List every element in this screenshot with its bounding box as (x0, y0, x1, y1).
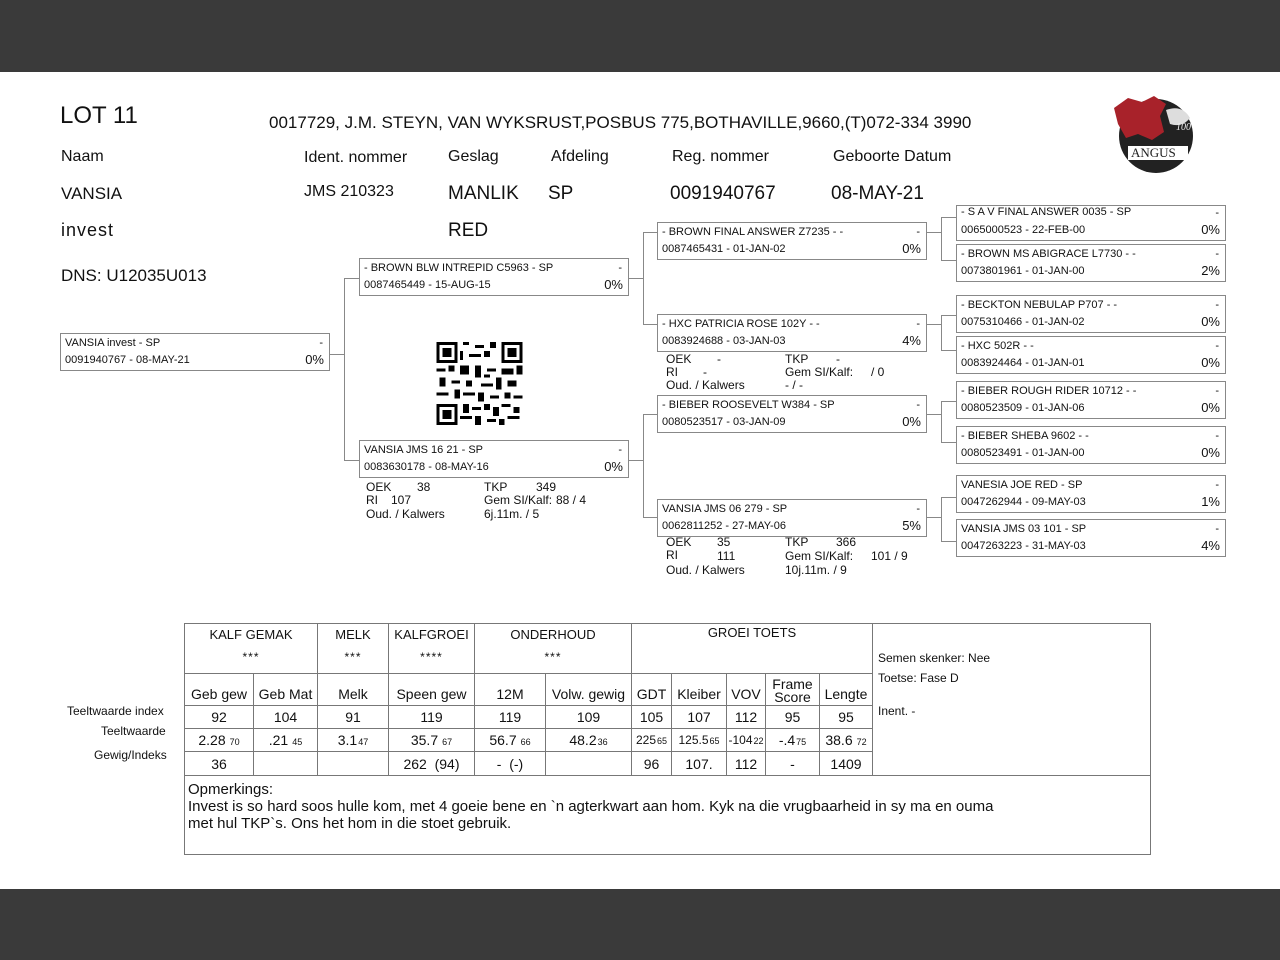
col-melk: Melk (318, 674, 389, 706)
pedigree-dash: - (916, 318, 920, 330)
animal-name: VANSIA (61, 184, 123, 203)
pedigree-name: - S A V FINAL ANSWER 0035 - SP (961, 206, 1132, 218)
birth-date: 08-MAY-21 (831, 183, 924, 204)
pedigree-dash: - (1215, 248, 1219, 260)
pedigree-reg: 0091940767 - 08-MAY-21 (65, 354, 190, 366)
pedigree-name: VANESIA JOE RED - SP (961, 479, 1083, 491)
pedigree-dash: - (916, 503, 920, 515)
pedigree-name: - BIEBER ROUGH RIDER 10712 - - (961, 385, 1137, 397)
pedigree-dash: - (1215, 340, 1219, 352)
row-gewig: 36 262 (94) - (-) 96 107. 112 - 1409 (185, 752, 1151, 776)
pedigree-pct: 0% (1201, 355, 1220, 370)
remarks (185, 776, 1151, 855)
pedigree-ggp-6 (956, 426, 1226, 464)
pedigree-dash: - (916, 399, 920, 411)
lot-number: LOT 11 (60, 102, 138, 129)
logo-badge: 100 (1176, 122, 1191, 133)
pedigree-reg: 0062811252 - 27-MAY-06 (662, 520, 786, 532)
col-speen-gew: Speen gew (389, 674, 475, 706)
pedigree-reg: 0073801961 - 01-JAN-00 (961, 265, 1085, 277)
pedigree-pct: 0% (305, 352, 324, 367)
pedigree-pct: 0% (1201, 314, 1220, 329)
col-frame-score: Frame Score (766, 674, 820, 706)
pedigree-dam-sire (657, 395, 927, 433)
breeder-info: 0017729, J.M. STEYN, VAN WYKSRUST,POSBUS 775,BOTHAVILLE,9660,(T)072-334 3990 (269, 113, 972, 132)
pedigree-ggp-8 (956, 519, 1226, 557)
pedigree-pct: 0% (902, 414, 921, 429)
pedigree-name: - BROWN FINAL ANSWER Z7235 - - (662, 226, 844, 238)
pedigree-reg: 0065000523 - 22-FEB-00 (961, 224, 1086, 236)
pedigree-dash: - (319, 337, 323, 349)
pedigree-dash: - (618, 262, 622, 274)
pedigree-dash: - (1215, 299, 1219, 311)
pedigree-reg: 0083630178 - 08-MAY-16 (364, 461, 489, 473)
pedigree-reg: 0087465431 - 01-JAN-02 (662, 243, 786, 255)
pedigree-reg: 0080523509 - 01-JAN-06 (961, 402, 1085, 414)
pedigree-name: - HXC PATRICIA ROSE 102Y - - (662, 318, 820, 330)
label-ident: Ident. nommer (304, 149, 408, 166)
pedigree-name: - BROWN BLW INTREPID C5963 - SP (364, 262, 554, 274)
pedigree-reg: 0047263223 - 31-MAY-03 (961, 540, 1086, 552)
pedigree-name: - BECKTON NEBULAP P707 - - (961, 299, 1118, 311)
col-12m: 12M (475, 674, 546, 706)
pedigree-sire-sire (657, 222, 927, 260)
label-afdeling: Afdeling (551, 148, 609, 165)
pedigree-name: - BIEBER SHEBA 9602 - - (961, 430, 1089, 442)
group-kalf-gemak: KALF GEMAK *** (185, 624, 318, 674)
col-volw-gewig: Volw. gewig (546, 674, 632, 706)
pedigree-ggp-1 (956, 205, 1226, 241)
pedigree-dash: - (1215, 479, 1219, 491)
pedigree-pct: 0% (1201, 445, 1220, 460)
pedigree-reg: 0075310466 - 01-JAN-02 (961, 316, 1085, 328)
pedigree-name: - BROWN MS ABIGRACE L7730 - - (961, 248, 1136, 260)
label-naam: Naam (61, 148, 104, 165)
row-teeltwaarde: 2.28 70 .21 45 3.147 35.7 67 56.7 66 48.236 22565 125.565 -10422 -.475 38.6 72 (185, 729, 1151, 752)
pedigree-ggp-2 (956, 244, 1226, 282)
pedigree-ggp-4 (956, 336, 1226, 374)
pedigree-ggp-5 (956, 381, 1226, 419)
remarks-line-1: Invest is so hard soos hulle kom, met 4 goeie bene en `n agterkwart aan hom. Kyk na die vrugbaarheid in sy ma en ouma (188, 798, 994, 815)
pedigree-reg: 0087465449 - 15-AUG-15 (364, 279, 491, 291)
angus-logo (1112, 94, 1196, 174)
pedigree-reg: 0083924464 - 01-JAN-01 (961, 357, 1085, 369)
pedigree-reg: 0047262944 - 09-MAY-03 (961, 496, 1086, 508)
pedigree-reg: 0080523491 - 01-JAN-00 (961, 447, 1085, 459)
pedigree-ggp-7 (956, 475, 1226, 513)
label-geslag: Geslag (448, 148, 499, 165)
col-gdt: GDT (632, 674, 672, 706)
pedigree-pct: 0% (604, 459, 623, 474)
remarks-title: Opmerkings: (188, 781, 274, 798)
pedigree-pct: 0% (1201, 222, 1220, 237)
col-lengte: Lengte (820, 674, 873, 706)
label-reg: Reg. nommer (672, 148, 769, 165)
pedigree-name: VANSIA JMS 06 279 - SP (662, 503, 788, 515)
group-groei-toets: GROEI TOETS (632, 624, 873, 674)
row-label-tw: Teeltwaarde (101, 724, 166, 738)
colour: RED (448, 220, 489, 241)
col-kleiber: Kleiber (672, 674, 727, 706)
pedigree-dam-dam (657, 499, 927, 537)
pedigree-name: VANSIA JMS 16 21 - SP (364, 444, 484, 456)
pedigree-ggp-3 (956, 295, 1226, 333)
reg-number: 0091940767 (670, 183, 776, 204)
col-vov: VOV (727, 674, 766, 706)
pedigree-name: VANSIA invest - SP (65, 337, 161, 349)
pedigree-name: - HXC 502R - - (961, 340, 1034, 352)
pedigree-pct: 5% (902, 518, 921, 533)
row-label-index: Teeltwaarde index (67, 704, 164, 718)
pedigree-reg: 0080523517 - 03-JAN-09 (662, 416, 786, 428)
semen-donor: Semen skenker: Nee (878, 651, 991, 665)
pedigree-pct: 4% (1201, 538, 1220, 553)
qr-code (436, 342, 523, 425)
pedigree-pct: 0% (1201, 400, 1220, 415)
section: SP (548, 183, 574, 204)
ebv-table (184, 623, 1151, 855)
label-geboorte: Geboorte Datum (833, 148, 952, 165)
dns-number: DNS: U12035U013 (61, 266, 207, 285)
col-geb-gew: Geb gew (185, 674, 254, 706)
pedigree-dash: - (618, 444, 622, 456)
col-geb-mat: Geb Mat (254, 674, 318, 706)
row-label-gew: Gewig/Indeks (94, 748, 167, 762)
group-kalfgroei: KALFGROEI **** (389, 624, 475, 674)
lot-page: LOT 11 0017729, J.M. STEYN, VAN WYKSRUST,POSBUS 775,BOTHAVILLE,9660,(T)072-334 3990 100 ANGUS Naam Ident. nommer Geslag Afdeling Reg. nommer Geboorte Datum VANSIA invest JMS 210323 MANLIK RED SP 0091940767 08-MAY-21 DNS: U12035U013 VANSIA invest - SP - 0091940767 - 08-MAY-21 0% - BROWN BLW INTREPID C5963 - SP - 0087465449 - 15-AUG-15 0% VANSIA JMS 16 21 - SP - 0083630178 - 08-MAY-16 0% OEK 38 TKP 349 RI 107 Gem SI/Kalf: 88 / 4 Oud. / Kalwers 6j.11m. / 5 - BROWN FINAL ANSWER Z7235 - - - 0087465431 - 01-JAN-02 0% - HXC PATRICIA ROSE 102Y - - - 0083924688 - 03-JAN-03 4% OEK - TKP - RI - Gem SI/Kalf: / 0 Oud. / Kalwers - / - - BIEBER ROOSEVELT W384 - SP - 0080523517 - 03-JAN-09 0% VANSIA JMS 06 279 - SP - 0062811252 - 27-MAY-06 5% OEK 35 TKP 366 RI 111 Gem SI/Kalf: 101 / 9 Oud. / Kalwers 10j.11m. / 9 - S A V FINAL ANSWER 0035 - SP - 0065000523 - 22-FEB-00 0% - BROWN MS ABIGRACE L7730 - - - 0073801961 - 01-JAN-00 2% - BECKTON NEBULAP P707 - - - 0075310466 - 01-JAN-02 0% - HXC 502R - - - 0083924464 - 01-JAN-01 0% - BIEBER ROUGH RIDER 10712 - - - 0080523509 - 01-JAN-06 0% - BIEBER SHEBA 9602 - - - 0080523491 - 01-JAN-00 0% VANESIA JOE RED - SP - 0047262944 - 09-MAY-03 1% VANSIA JMS 03 101 - SP - 0047263223 - 31-MAY-03 4% Teeltwaarde index Teeltwaarde Gewig/Indeks KALF GEMAK *** MELK *** KALFGROEI **** ONDERHOUD *** GROEI TOETS Semen skenker: Nee Toetse: Fase D Inent. - Geb gew Geb Mat Melk Speen gew 12M Volw. gewig GDT Kleiber VOV Frame Score Lengte 92 104 91 119 119 109 105 107 112 95 95 2.28 70 .21 45 3.147 35.7 67 56.7 66 48.236 22565 125.565 -10422 -.475 38.6 72 36 262 (94) - (-) 96 107. 112 - 1409 Opmerkings: Invest is so hard soos hulle kom, met 4 goeie bene en `n agterkwart aan hom. Kyk na die vrugbaarheid in sy ma en ouma met hul TKP`s. Ons het hom in die stoet gebruik. (0, 72, 1280, 889)
row-index: 92 104 91 119 119 109 105 107 112 95 95 (185, 706, 1151, 729)
ident-number: JMS 210323 (304, 183, 394, 200)
pedigree-dam (359, 440, 629, 478)
pedigree-sire (359, 258, 629, 296)
pedigree-pct: 2% (1201, 263, 1220, 278)
pedigree-sire-dam (657, 314, 927, 352)
vaccination: Inent. - (878, 704, 916, 718)
pedigree-dash: - (1215, 430, 1219, 442)
pedigree-dash: - (1215, 385, 1219, 397)
pedigree-dash: - (916, 226, 920, 238)
pedigree-dash: - (1215, 207, 1219, 219)
tests: Toetse: Fase D (878, 671, 959, 685)
pedigree-name: - BIEBER ROOSEVELT W384 - SP (662, 399, 835, 411)
logo-text: ANGUS (1131, 145, 1176, 160)
pedigree-name: VANSIA JMS 03 101 - SP (961, 523, 1087, 535)
sex: MANLIK (448, 183, 519, 204)
pedigree-reg: 0083924688 - 03-JAN-03 (662, 335, 786, 347)
side-info (873, 624, 1151, 729)
pedigree-pct: 4% (902, 333, 921, 348)
pedigree-pct: 0% (902, 241, 921, 256)
pedigree-pct: 1% (1201, 494, 1220, 509)
group-onderhoud: ONDERHOUD *** (475, 624, 632, 674)
remarks-line-2: met hul TKP`s. Ons het hom in die stoet gebruik. (188, 815, 512, 832)
pedigree-animal (60, 333, 330, 371)
pedigree-dash: - (1215, 523, 1219, 535)
group-melk: MELK *** (318, 624, 389, 674)
animal-name-2: invest (61, 220, 115, 240)
pedigree-pct: 0% (604, 277, 623, 292)
